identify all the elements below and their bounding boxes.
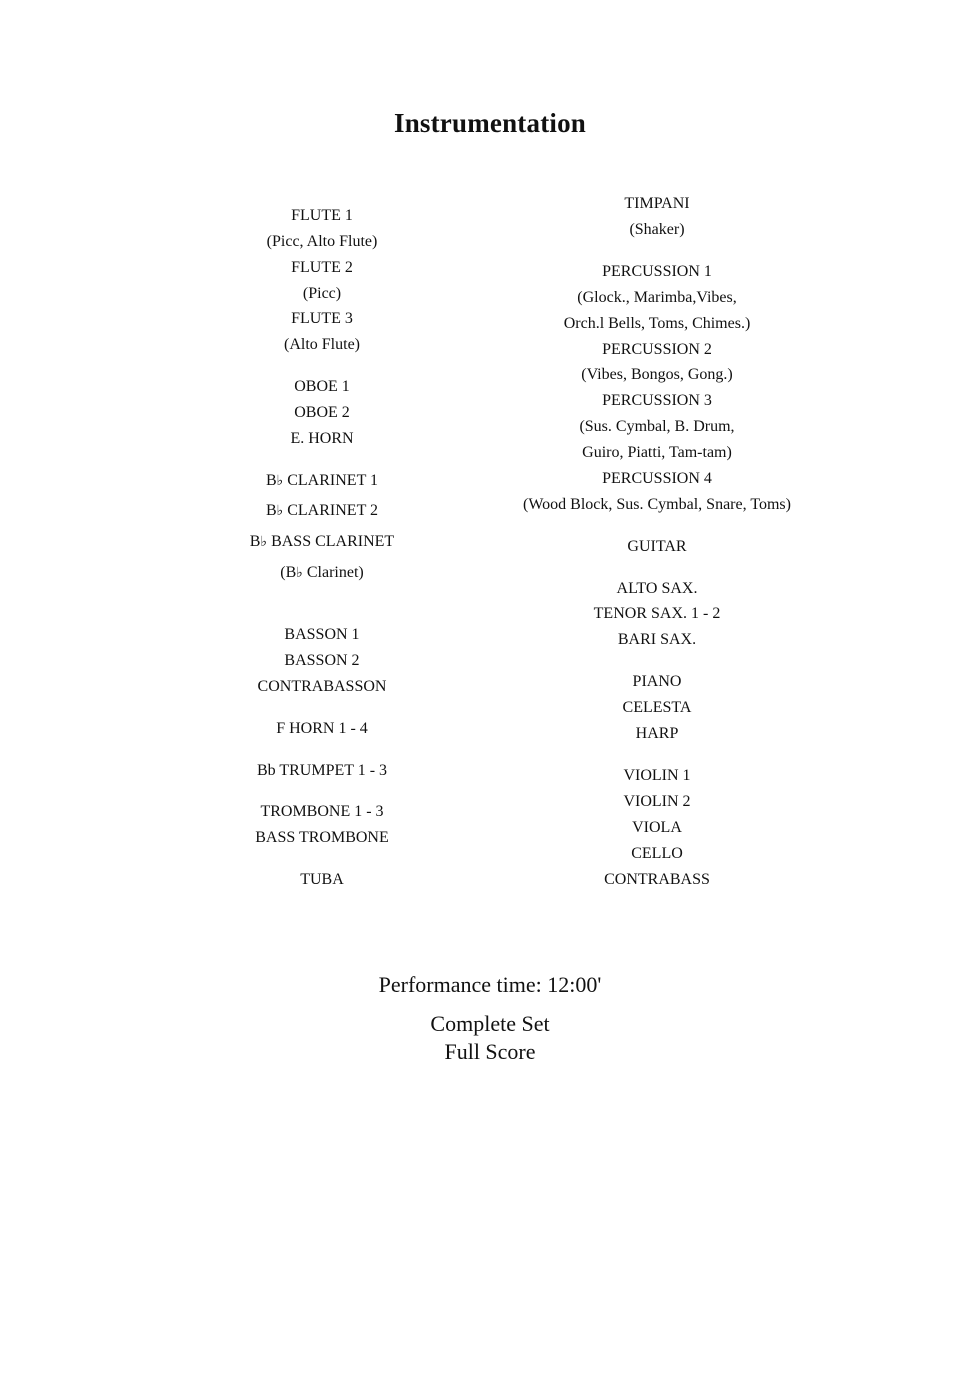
instrument-flute-3: FLUTE 3 [291,310,353,327]
instrument-english-horn: E. HORN [290,430,354,447]
instrument-percussion-3-detail: (Sus. Cymbal, B. Drum, [579,418,735,435]
instrument-clarinet-1: B♭ CLARINET 1 [265,472,379,489]
instrument-percussion-4-detail: (Wood Block, Sus. Cymbal, Snare, Toms) [523,496,791,513]
instrument-percussion-3: PERCUSSION 3 [602,392,712,409]
instrument-flute-1: FLUTE 1 [291,207,353,224]
instrument-contrabasson: CONTRABASSON [257,678,387,695]
instrument-bari-sax: BARI SAX. [617,631,697,648]
instrument-violin-2: VIOLIN 2 [623,793,691,810]
instrument-piano: PIANO [632,673,682,690]
page-title: Instrumentation [393,108,586,138]
flat-sign: ♭ [296,566,303,581]
instrument-harp: HARP [635,725,679,742]
instrument-cello: CELLO [631,845,683,862]
instrument-percussion-2: PERCUSSION 2 [602,341,712,358]
full-score-label: Full Score [444,1039,536,1064]
instrument-bass-trombone: BASS TROMBONE [255,829,389,846]
instrument-tenor-sax: TENOR SAX. 1 - 2 [593,605,721,622]
instrument-timpani-doubling: (Shaker) [629,221,685,238]
flat-sign: ♭ [276,474,284,489]
instrument-oboe-1: OBOE 1 [294,378,350,395]
instrument-percussion-3-detail: Guiro, Piatti, Tam-tam) [582,444,732,461]
instrument-percussion-4: PERCUSSION 4 [602,470,712,487]
instrument-trombone: TROMBONE 1 - 3 [260,803,384,820]
instrument-percussion-1-detail: Orch.l Bells, Toms, Chimes.) [563,315,751,332]
instrument-percussion-2-detail: (Vibes, Bongos, Gong.) [581,366,733,383]
instrument-alto-sax: ALTO SAX. [616,580,698,597]
complete-set-label: Complete Set [430,1011,550,1036]
instrument-guitar: GUITAR [627,538,687,555]
instrument-contrabass: CONTRABASS [604,871,710,888]
instrument-f-horn: F HORN 1 - 4 [276,720,368,737]
instrument-violin-1: VIOLIN 1 [623,767,691,784]
instrument-timpani: TIMPANI [624,195,690,212]
instrument-flute-3-doubling: (Alto Flute) [284,336,360,353]
instrument-basson-2: BASSON 2 [284,652,360,669]
instrument-bass-clarinet-doubling: (B♭ Clarinet) [280,564,364,581]
instrument-flute-2-doubling: (Picc) [302,285,342,302]
instrument-basson-1: BASSON 1 [284,626,360,643]
flat-sign: ♭ [260,535,268,550]
instrument-percussion-1: PERCUSSION 1 [602,263,712,280]
instrument-oboe-2: OBOE 2 [294,404,350,421]
instrument-bass-clarinet: B♭ BASS CLARINET [249,533,395,550]
instrument-flute-1-doubling: (Picc, Alto Flute) [266,233,378,250]
instrument-celesta: CELESTA [622,699,692,716]
instrument-flute-2: FLUTE 2 [291,259,353,276]
instrument-tuba: TUBA [300,871,344,888]
instrument-clarinet-2: B♭ CLARINET 2 [265,502,379,519]
instrument-percussion-1-detail: (Glock., Marimba,Vibes, [577,289,737,306]
instrument-viola: VIOLA [632,819,682,836]
performance-time: Performance time: 12:00' [378,972,602,997]
flat-sign: ♭ [276,504,284,519]
instrument-trumpet: Bb TRUMPET 1 - 3 [256,762,388,779]
